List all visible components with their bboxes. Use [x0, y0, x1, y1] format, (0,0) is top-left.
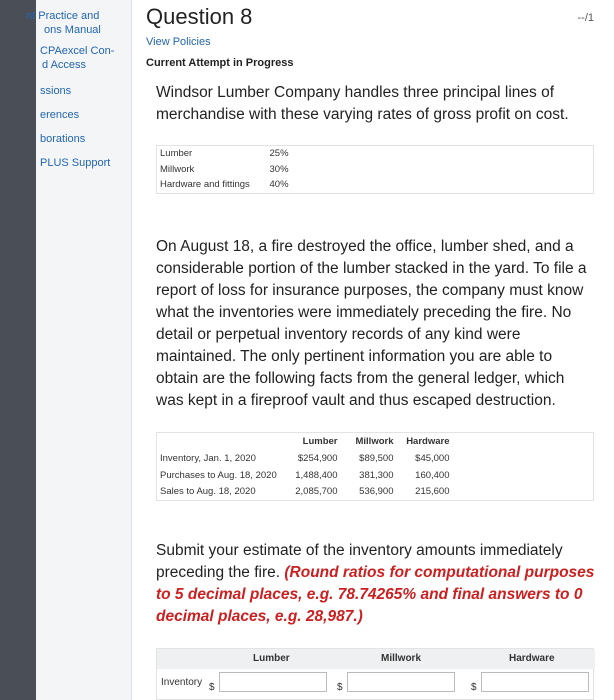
table-row	[157, 484, 594, 501]
ledger-cell: 2,085,700	[295, 486, 338, 498]
ledger-cell: 381,300	[359, 469, 394, 481]
ledger-spacer	[453, 484, 594, 501]
gross-profit-rates-table	[156, 145, 594, 194]
table-row	[157, 450, 594, 467]
fire-story: On August 18, a fire destroyed the office, lumber shed, and a considerable portion of the lumber stacked in the yard. To file a report of loss for insurance purposes, the company must know what the inventories were immediately preceding the fire. No detail or perpetual inventory records of any kind were maintained. The only pertinent information you are able to obtain are the following facts from the general ledger, which was kept in a fireproof vault and thus escaped destruction.	[156, 238, 587, 409]
ledger-spacer	[453, 467, 594, 484]
answer-table	[156, 648, 594, 700]
ledger-cell: $254,900	[297, 452, 338, 464]
ledger-cell: $45,000	[415, 452, 450, 464]
course-sidebar	[0, 0, 132, 700]
millwork-inventory-input[interactable]	[347, 672, 455, 692]
view-policies-link[interactable]: View Policies	[146, 36, 211, 48]
ledger-cell: 536,900	[359, 486, 394, 498]
answer-header-row	[157, 649, 595, 669]
sidebar-item-discussions[interactable]: ssions	[40, 85, 72, 97]
instructions-text: Submit your estimate of the inventory amounts immediately preceding the fire.	[156, 542, 563, 581]
rounding-instructions: (Round ratios for computational purposes to 5 decimal places, e.g. 78.74265% and final answers to 0 decimal places, e.g. 28,987.)	[156, 564, 595, 625]
table-header-row	[157, 433, 594, 450]
ledger-header-millwork: Millwork	[355, 435, 394, 447]
rate-label: Hardware and fittings	[160, 179, 250, 191]
table-row	[157, 146, 594, 162]
general-ledger-table	[156, 432, 594, 501]
question-panel	[132, 0, 614, 700]
ledger-row-label: Sales to Aug. 18, 2020	[160, 486, 256, 498]
currency-symbol: $	[209, 682, 215, 693]
rate-label: Lumber	[160, 147, 193, 159]
ledger-header-hardware: Hardware	[406, 435, 450, 447]
table-row	[157, 467, 594, 484]
sidebar-item-cpaexcel[interactable]: CPAexcel Con- d Access	[40, 45, 115, 71]
rate-value: 40%	[269, 179, 289, 191]
question-score: --/1	[577, 12, 594, 24]
ledger-row-label: Inventory, Jan. 1, 2020	[160, 452, 256, 464]
answer-row-label: Inventory	[161, 677, 203, 688]
answer-header-millwork: Millwork	[381, 653, 422, 664]
question-intro: Windsor Lumber Company handles three principal lines of merchandise with these varying rates of gross profit on cost.	[156, 84, 569, 123]
ledger-spacer	[453, 433, 594, 450]
table-row	[157, 178, 594, 194]
rate-value: 25%	[269, 147, 289, 159]
ledger-cell: 160,400	[415, 469, 450, 481]
sidebar-item-collaborations[interactable]: borations	[40, 133, 86, 145]
sidebar-accent-strip	[0, 0, 36, 700]
lumber-inventory-input[interactable]	[219, 672, 327, 692]
ledger-spacer	[453, 450, 594, 467]
ledger-row-label: Purchases to Aug. 18, 2020	[160, 469, 277, 481]
rate-value: 30%	[269, 163, 289, 175]
currency-symbol: $	[471, 682, 477, 693]
hardware-inventory-input[interactable]	[481, 672, 589, 692]
answer-header-lumber: Lumber	[253, 653, 290, 664]
ledger-cell: $89,500	[359, 452, 394, 464]
answer-header-hardware: Hardware	[509, 653, 555, 664]
ledger-cell: 215,600	[415, 486, 450, 498]
question-title: Question 8	[146, 4, 253, 29]
rate-label: Millwork	[160, 163, 195, 175]
sidebar-item-practice-manual[interactable]: nt Practice and ons Manual	[26, 10, 101, 36]
answer-instructions	[156, 540, 596, 628]
sidebar-item-wileyplus-support[interactable]: PLUS Support	[40, 157, 111, 169]
ledger-label-header	[157, 433, 285, 450]
currency-symbol: $	[337, 682, 343, 693]
sidebar-item-conferences[interactable]: erences	[40, 109, 80, 121]
ledger-cell: 1,488,400	[295, 469, 338, 481]
ledger-header-lumber: Lumber	[302, 435, 338, 447]
attempt-status: Current Attempt in Progress	[146, 57, 294, 69]
table-row	[157, 162, 594, 178]
